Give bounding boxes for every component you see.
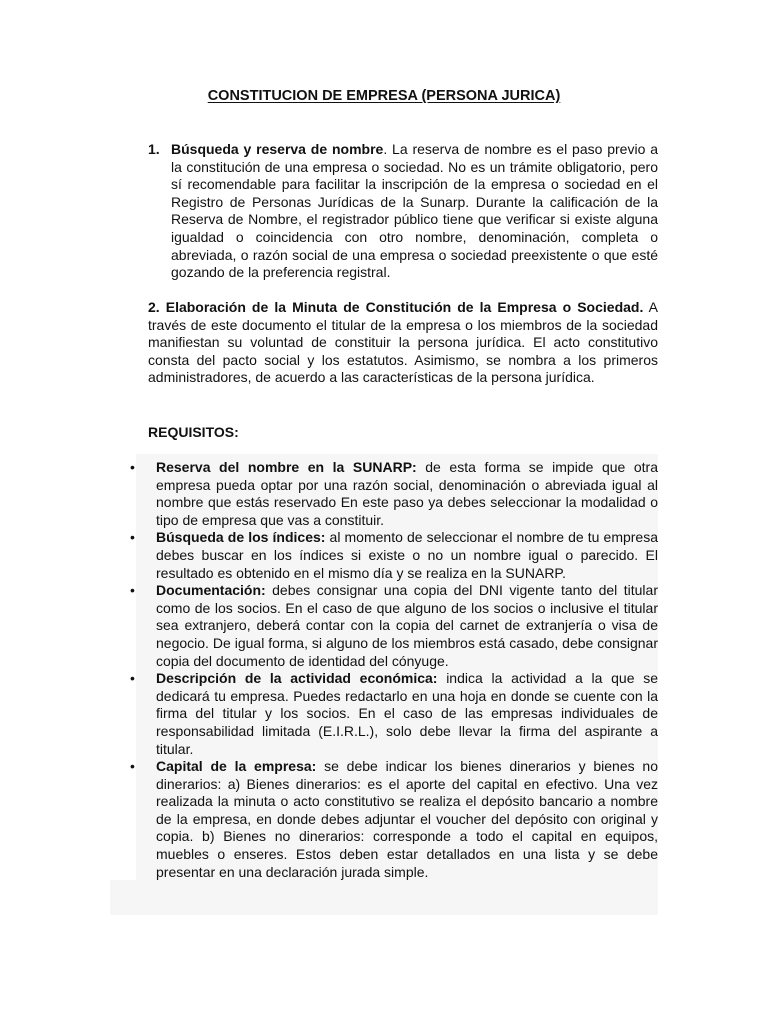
requirement-description: al momento de seleccionar el nombre de tu empresa debes buscar en los índices si existe o no un nombre igual o parecido. El resultado es obtenido en el mismo día y se realiza en la SUNARP.: [156, 529, 658, 581]
bullet-icon: •: [130, 670, 135, 687]
requirement-label: Capital de la empresa:: [156, 758, 317, 775]
requirement-label: Documentación:: [156, 582, 266, 599]
section-1-paragraph: [171, 141, 658, 282]
requirement-text: [156, 529, 658, 582]
section-2-text: A través de este documento el titular de la empresa o los miembros de la sociedad manifiestan su voluntad de constituir la persona jurídica. El acto constitutivo consta del pacto social y los estatutos. Asimismo, se nombra a los primeros administradores, de acuerdo a las características de la persona jurídica.: [148, 299, 658, 386]
requirement-text: [156, 459, 658, 529]
bullet-icon: •: [130, 459, 135, 475]
document-title: CONSTITUCION DE EMPRESA (PERSONA JURICA): [207, 88, 561, 104]
requirement-label: Descripción de la actividad económica:: [156, 670, 438, 687]
requirement-description: se debe indicar los bienes dinerarios y bienes no dinerarios: a) Bienes dinerarios: es el aporte del capital en efectivo. Una vez realizada la minuta o acto constitutivo se realiza el depósito bancario a nombre de la empresa, en donde debes adjuntar el voucher del depósito con original y copia. b) Bienes no dinerarios: corresponde a todo el capital en equipos, muebles o enseres. Estos deben estar detallados en una lista y se debe presentar en una declaración jurada simple.: [156, 758, 658, 880]
requirement-description: debes consignar una copia del DNI vigente tanto del titular como de los socios. En el caso de que alguno de los socios o inclusive el titular sea extranjero, deberá contar con la copia del carnet de extranjería o visa de negocio. De igual forma, si alguno de los miembros está casado, debe consignar copia del documento de identidad del cónyuge.: [156, 582, 658, 669]
section-2-heading: 2. Elaboración de la Minuta de Constitución de la Empresa o Sociedad.: [148, 299, 644, 315]
requirements-list: [130, 459, 658, 881]
requirement-item: [130, 459, 658, 529]
requirement-item: [130, 582, 658, 670]
requirements-heading: REQUISITOS:: [148, 424, 239, 440]
requirement-text: [156, 758, 658, 881]
section-1-text: . La reserva de nombre es el paso previo a la constitución de una empresa o sociedad. No es un trámite obligatorio, pero sí recomendable para facilitar la inscripción de la empresa o sociedad en el Registro de Personas Jurídicas de la Sunarp. Durante la calificación de la Reserva de Nombre, el registrador público tiene que verificar si existe alguna igualdad o coincidencia con otro nombre, denominación, completa o abreviada, o razón social de una empresa o sociedad preexistente o que esté gozando de la preferencia registral.: [171, 141, 658, 281]
requirement-item: [130, 529, 658, 582]
bullet-icon: •: [130, 758, 135, 775]
requirement-label: Reserva del nombre en la SUNARP:: [156, 459, 417, 475]
requirement-description: indica la actividad a la que se dedicará tu empresa. Puedes redactarlo en una hoja en donde se cuente con la firma del titular y los socios. En el caso de las empresas individuales de responsabilidad limitada (E.I.R.L.), solo debe llevar la firma del aspirante a titular.: [156, 670, 658, 757]
bullet-icon: •: [130, 582, 135, 599]
section-2: [148, 299, 658, 387]
requirement-text: [156, 670, 658, 758]
requirement-text: [156, 582, 658, 670]
section-2-paragraph: [148, 299, 658, 387]
bullet-icon: •: [130, 529, 135, 546]
requirement-label: Búsqueda de los índices:: [156, 529, 326, 546]
requirement-description: de esta forma se impide que otra empresa pueda optar por una razón social, denominación o abreviada igual al nombre que estás reservado En este paso ya debes seleccionar la modalidad o tipo de empresa que vas a constituir.: [156, 459, 659, 528]
requirement-item: [130, 758, 658, 881]
section-1: [148, 141, 658, 282]
section-1-number: 1.: [148, 141, 160, 157]
requirement-item: [130, 670, 658, 758]
section-1-heading: Búsqueda y reserva de nombre: [171, 141, 384, 157]
